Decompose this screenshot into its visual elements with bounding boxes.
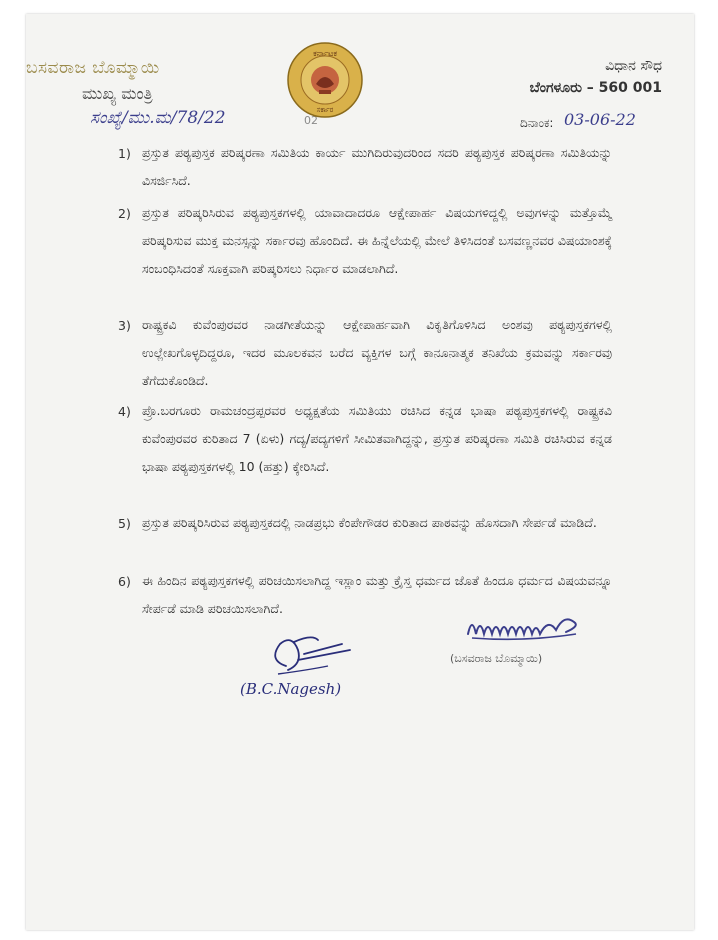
item-number: 3) [118,318,131,333]
item-number: 5) [118,516,131,531]
item-number: 1) [118,146,131,161]
sender-name: ಬಸವರಾಜ ಬೊಮ್ಮಾಯಿ [26,58,160,78]
item-text: ಪ್ರೊ.ಬರಗೂರು ರಾಮಚಂದ್ರಪ್ಪರವರ ಅಧ್ಯಕ್ಷತೆಯ ಸಮಿತಿಯು ರಚಿಸಿದ ಕನ್ನಡ ಭಾಷಾ ಪಠ್ಯಪುಸ್ತಕಗಳಲ್ಲಿ ರಾಷ್ಟ್ರಕವಿ ಕುವೆಂಪುರವರ ಕುರಿತಾದ 7 (ಏಳು) ಗದ್ಯ/ಪದ್ಯಗಳಿಗೆ ಸೀಮಿತವಾಗಿದ್ದನ್ನು, ಪ್ರಸ್ತುತ ಪರಿಷ್ಕರಣಾ ಸಮಿತಿ ರಚಿಸಿರುವ ಕನ್ನಡ ಭಾಷಾ ಪಠ್ಯಪುಸ್ತಕಗಳಲ್ಲಿ 10 (ಹತ್ತು) ಕ್ಕೇರಿಸಿದೆ. [142,403,612,474]
city-address: ಬೆಂಗಳೂರು – 560 001 [529,80,662,96]
seal-bottom-text: ಸರ್ಕಾರ [316,106,334,114]
office-address: ವಿಧಾನ ಸೌಧ [605,58,662,74]
item-text: ಈ ಹಿಂದಿನ ಪಠ್ಯಪುಸ್ತಕಗಳಲ್ಲಿ ಪರಿಚಯಿಸಲಾಗಿದ್ದ ಇಸ್ಲಾಂ ಮತ್ತು ಕ್ರೈಸ್ತ ಧರ್ಮದ ಜೊತೆ ಹಿಂದೂ ಧರ್ಮದ ವಿಷಯವನ್ನೂ ಸೇರ್ಪಡೆ ಮಾಡಿ ಪರಿಚಯಿಸಲಾಗಿದೆ. [142,573,612,616]
item-number: 4) [118,404,131,419]
minister-name: (B.C.Nagesh) [240,680,342,698]
cm-signature-icon [464,608,588,652]
date-label: ದಿನಾಂಕ: [520,116,554,130]
item-text: ರಾಷ್ಟ್ರಕವಿ ಕುವೆಂಪುರವರ ನಾಡಗೀತೆಯನ್ನು ಆಕ್ಷೇಪಾರ್ಹವಾಗಿ ವಿಕೃತಿಗೊಳಿಸಿದ ಅಂಶವು ಪಠ್ಯಪುಸ್ತಕಗಳಲ್ಲಿ ಉಲ್ಲೇಖಗೊಳ್ಳದಿದ್ದರೂ, ಇದರ ಮೂಲಕವನ ಬರೆದ ವ್ಯಕ್ತಿಗಳ ಬಗ್ಗೆ ಕಾನೂನಾತ್ಮಕ ತನಿಖೆಯ ಕ್ರಮವನ್ನು ಸರ್ಕಾರವು ತೆಗೆದುಕೊಂಡಿದೆ. [142,317,612,388]
date-value: 03-06-22 [564,110,636,129]
item-text: ಪ್ರಸ್ತುತ ಪರಿಷ್ಕರಿಸಿರುವ ಪಠ್ಯಪುಸ್ತಕದಲ್ಲಿ ನಾಡಪ್ರಭು ಕೆಂಪೇಗೌಡರ ಕುರಿತಾದ ಪಾಠವನ್ನು ಹೊಸದಾಗಿ ಸೇರ್ಪಡೆ ಮಾಡಿದೆ. [142,515,597,530]
cm-name-label: (ಬಸವರಾಜ ಬೊಮ್ಮಾಯಿ) [450,652,543,665]
item-number: 6) [118,574,131,589]
item-number: 2) [118,206,131,221]
item-text: ಪ್ರಸ್ತುತ ಪಠ್ಯಪುಸ್ತಕ ಪರಿಷ್ಕರಣಾ ಸಮಿತಿಯ ಕಾರ್ಯ ಮುಗಿದಿರುವುದರಿಂದ ಸದರಿ ಪಠ್ಯಪುಸ್ತಕ ಪರಿಷ್ಕರಣಾ ಸಮಿತಿಯನ್ನು ವಿಸರ್ಜಿಸಿದೆ. [142,145,612,188]
government-seal-icon [286,40,364,120]
seal-top-text: ಕರ್ನಾಟಕ [313,49,337,58]
sender-designation: ಮುಖ್ಯ ಮಂತ್ರಿ [82,84,153,103]
reference-suffix: 02 [304,114,318,127]
item-text: ಪ್ರಸ್ತುತ ಪರಿಷ್ಕರಿಸಿರುವ ಪಠ್ಯಪುಸ್ತಕಗಳಲ್ಲಿ ಯಾವಾದಾದರೂ ಆಕ್ಷೇಪಾರ್ಹ ವಿಷಯಗಳಿದ್ದಲ್ಲಿ ಅವುಗಳನ್ನು ಮತ್ತೊಮ್ಮೆ ಪರಿಷ್ಕರಿಸುವ ಮುಕ್ತ ಮನಸ್ಸನ್ನು ಸರ್ಕಾರವು ಹೊಂದಿದೆ. ಈ ಹಿನ್ನೆಲೆಯಲ್ಲಿ ಮೇಲೆ ತಿಳಿಸಿದಂತೆ ಬಸವಣ್ಣನವರ ವಿಷಯಾಂಶಕ್ಕೆ ಸಂಬಂಧಿಸಿದಂತೆ ಸೂಕ್ತವಾಗಿ ಪರಿಷ್ಕರಿಸಲು ನಿರ್ಧಾರ ಮಾಡಲಾಗಿದೆ. [142,205,612,276]
reference-number: ಸಂಖ್ಯೆ/ಮು.ಮ/78/22 [90,108,226,128]
